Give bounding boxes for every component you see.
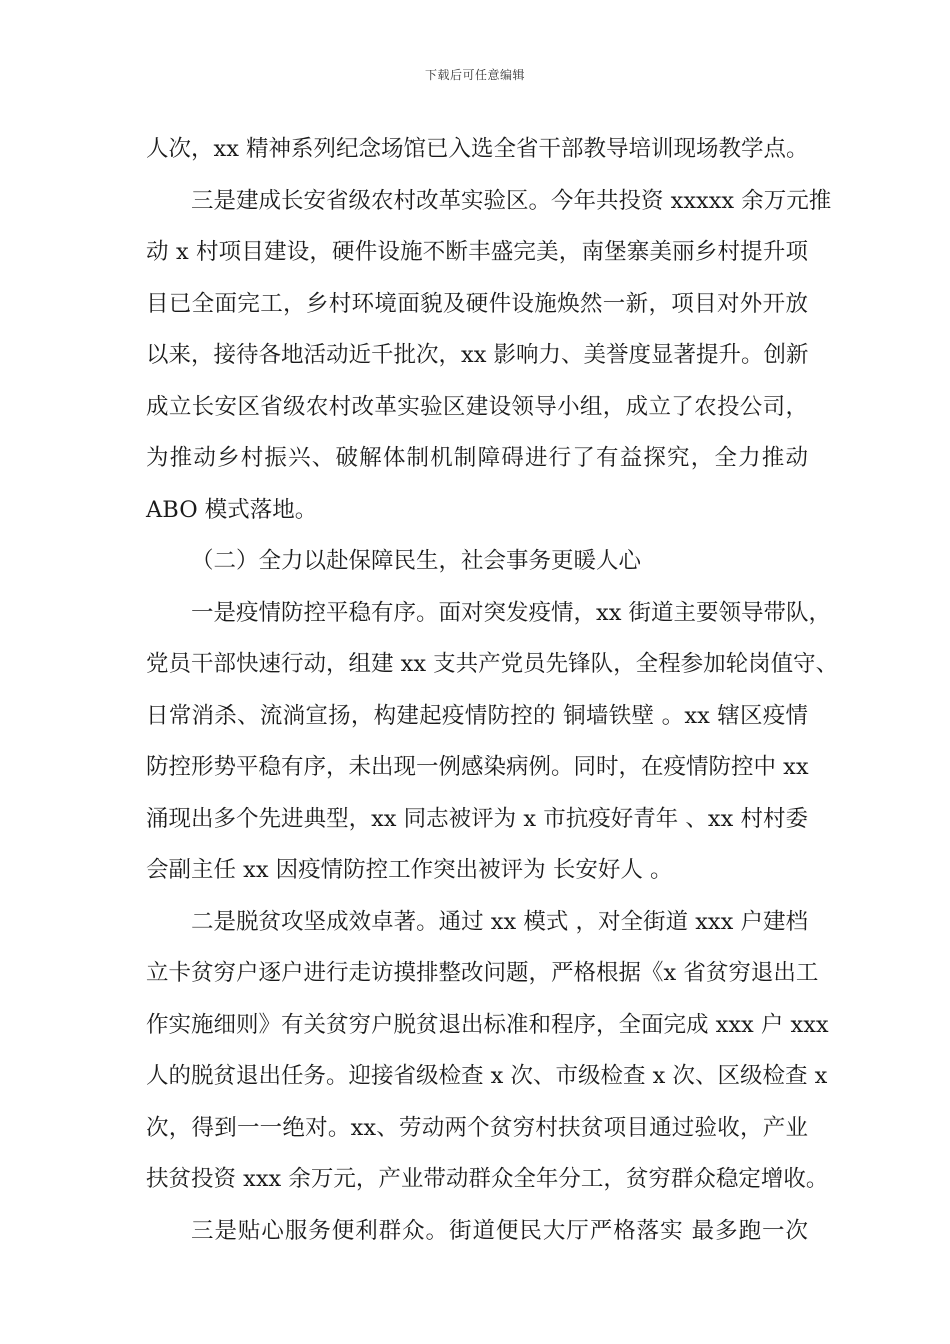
paragraph-line: 次，得到一一绝对。xx、劳动两个贫穷村扶贫项目通过验收，产业 xyxy=(146,1114,808,1141)
paragraph-line: 二是脱贫攻坚成效卓著。通过 xx 模式 ，对全街道 xxx 户建档 xyxy=(191,908,808,935)
paragraph-line: 防控形势平稳有序，未出现一例感染病例。同时，在疫情防控中 xx xyxy=(146,754,809,780)
paragraph-line: 作实施细则》有关贫穷户脱贫退出标准和程序，全面完成 xxx 户 xxx xyxy=(146,1011,829,1038)
paragraph-line: 三是贴心服务便利群众。街道便民大厅严格落实 最多跑一次 xyxy=(191,1217,808,1244)
paragraph-line: 人的脱贫退出任务。迎接省级检查 x 次、市级检查 x 次、区级检查 x xyxy=(146,1063,828,1089)
paragraph-line: 扶贫投资 xxx 余万元，产业带动群众全年分工，贫穷群众稳定增收。 xyxy=(146,1166,829,1192)
paragraph-line: 动 x 村项目建设，硬件设施不断丰盛完美，南堡寨美丽乡村提升项 xyxy=(146,239,808,265)
paragraph-line: 目已全面完工，乡村环境面貌及硬件设施焕然一新，项目对外开放 xyxy=(146,290,808,317)
paragraph-line: 一是疫情防控平稳有序。面对突发疫情，xx 街道主要领导带队， xyxy=(191,599,832,626)
paragraph-line: 日常消杀、流淌宣扬，构建起疫情防控的 铜墙铁壁 。xx 辖区疫情 xyxy=(146,702,808,729)
paragraph-line: ABO 模式落地。 xyxy=(146,496,318,523)
paragraph-line: 人次，xx 精神系列纪念场馆已入选全省干部教导培训现场教学点。 xyxy=(146,136,809,162)
paragraph-line: 涌现出多个先进典型，xx 同志被评为 x 市抗疫好青年 、xx 村村委 xyxy=(146,805,808,832)
page-header-note: 下载后可任意编辑 xyxy=(424,68,525,82)
document-body xyxy=(146,124,839,1257)
paragraph-line: 党员干部快速行动，组建 xx 支共产党员先锋队，全程参加轮岗值守、 xyxy=(146,651,839,677)
paragraph-line: 为推动乡村振兴、破解体制机制障碍进行了有益探究，全力推动 xyxy=(146,445,808,471)
paragraph-line: 三是建成长安省级农村改革实验区。今年共投资 xxxxx 余万元推 xyxy=(191,187,832,214)
paragraph-line: 立卡贫穷户逐户进行走访摸排整改问题，严格根据《x 省贫穷退出工 xyxy=(146,960,819,986)
paragraph-line: 以来，接待各地活动近千批次，xx 影响力、美誉度显著提升。创新 xyxy=(146,342,809,368)
paragraph-line: 会副主任 xx 因疫情防控工作突出被评为 长安好人 。 xyxy=(146,857,673,883)
paragraph-line: 成立长安区省级农村改革实验区建设领导小组，成立了农投公司， xyxy=(146,393,808,420)
section-heading: （二）全力以赴保障民生，社会事务更暖人心 xyxy=(191,548,642,574)
